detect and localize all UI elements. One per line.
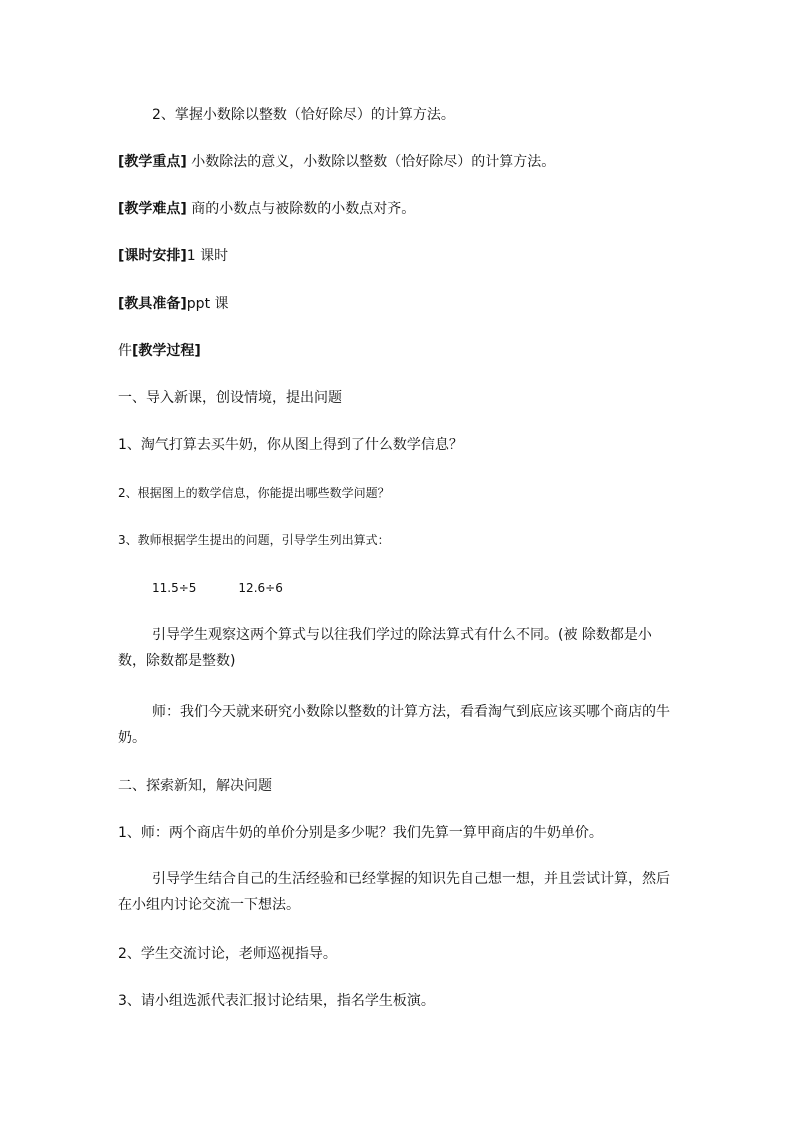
objective-2: 2、掌握小数除以整数（恰好除尽）的计算方法。 xyxy=(152,107,455,123)
section-1-item-3: 3、教师根据学生提出的问题，引导学生列出算式： xyxy=(118,533,390,547)
schedule-line xyxy=(118,246,678,266)
process-line xyxy=(118,341,678,361)
section-2-item-1: 1、师：两个商店牛奶的单价分别是多少呢？我们先算一算甲商店的牛奶单价。 xyxy=(118,825,603,841)
tools-text: ppt 课 xyxy=(186,296,229,312)
process-prefix: 件 xyxy=(118,343,132,359)
key-point-text: 小数除法的意义，小数除以整数（恰好除尽）的计算方法。 xyxy=(191,154,556,170)
guide-paragraph: 引导学生结合自己的生活经验和已经掌握的知识先自己想一想，并且尝试计算，然后在小组内讨论交流一下想法。 xyxy=(118,871,670,913)
tools-label: [教具准备] xyxy=(118,296,187,312)
section-2-item-2: 2、学生交流讨论，老师巡视指导。 xyxy=(118,946,337,962)
formula-1: 11.5÷5 xyxy=(152,581,197,595)
key-point-label: [教学重点] xyxy=(118,154,187,170)
section-1-item-2: 2、根据图上的数学信息，你能提出哪些数学问题？ xyxy=(118,486,390,500)
section-1-heading: 一、导入新课，创设情境，提出问题 xyxy=(118,390,342,406)
key-point-line xyxy=(118,152,678,172)
section-2-item-3: 3、请小组选派代表汇报讨论结果，指名学生板演。 xyxy=(118,993,435,1009)
schedule-text: 1 课时 xyxy=(186,248,229,264)
formula-2: 12.6÷6 xyxy=(238,581,283,595)
difficulty-label: [教学难点] xyxy=(118,201,187,217)
section-2-heading: 二、探索新知，解决问题 xyxy=(118,778,272,794)
observe-paragraph: 引导学生观察这两个算式与以往我们学过的除法算式有什么不同。(被 除数都是小数，除数都是整数) xyxy=(118,627,652,669)
section-1-item-1: 1、淘气打算去买牛奶，你从图上得到了什么数学信息？ xyxy=(118,437,463,453)
difficulty-line xyxy=(118,199,678,219)
difficulty-text: 商的小数点与被除数的小数点对齐。 xyxy=(191,201,416,217)
schedule-label: [课时安排] xyxy=(118,248,187,264)
tools-line xyxy=(118,294,678,314)
process-label: [教学过程] xyxy=(132,343,201,359)
teacher-paragraph: 师：我们今天就来研究小数除以整数的计算方法，看看淘气到底应该买哪个商店的牛奶。 xyxy=(118,704,670,746)
formula-line xyxy=(152,578,712,598)
